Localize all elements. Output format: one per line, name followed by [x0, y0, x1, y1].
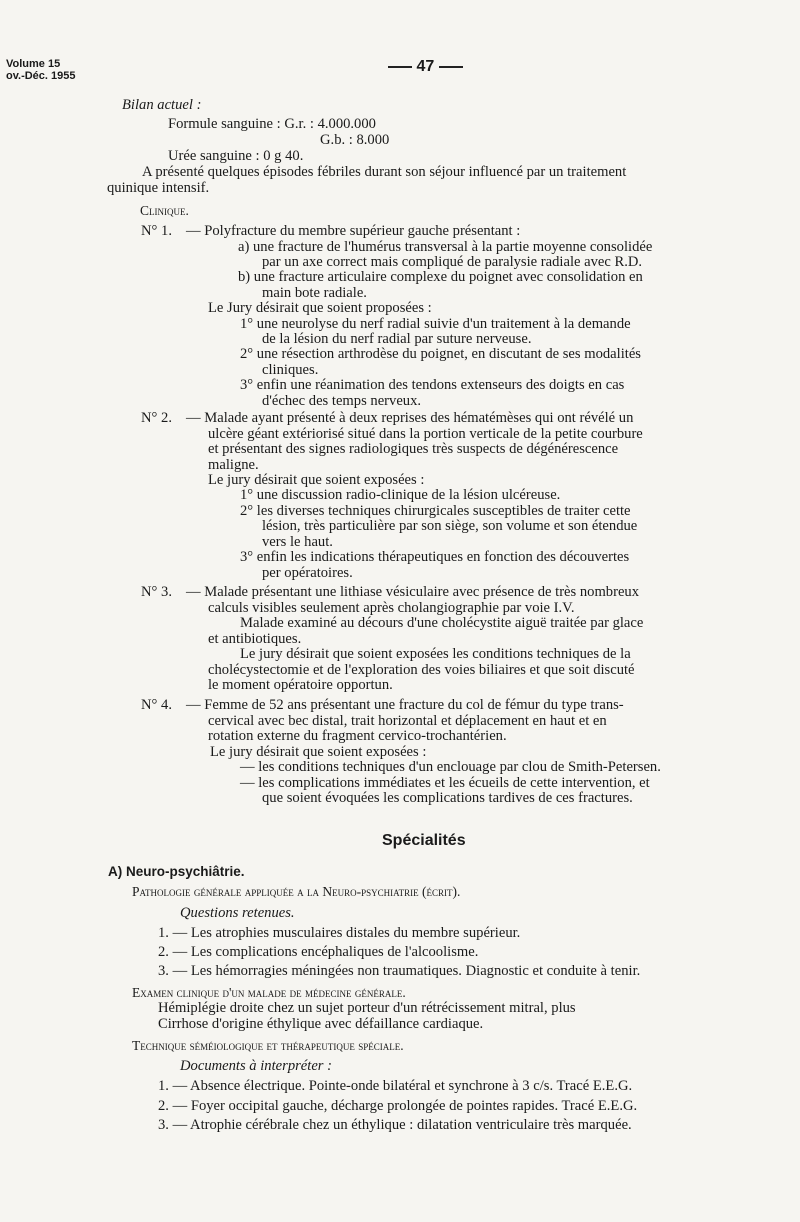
- examen-heading: Examen clinique d'un malade de médecine générale.: [132, 985, 406, 1000]
- case-1-line: cliniques.: [262, 362, 319, 378]
- bilan-formule-gb: G.b. : 8.000: [320, 132, 390, 148]
- case-1-line: par un axe correct mais compliqué de paralysie radiale avec R.D.: [262, 254, 643, 270]
- case-4-line: — les complications immédiates et les écueils de cette intervention, et: [240, 775, 650, 791]
- case-2-line: vers le haut.: [262, 534, 333, 550]
- case-4-line: que soient évoquées les complications tardives de ces fractures.: [262, 790, 633, 806]
- case-2-line: 3° enfin les indications thérapeutiques en fonction des découvertes: [240, 549, 630, 565]
- case-2-line: lésion, très particulière par son siège, son volume et son étendue: [262, 518, 638, 534]
- case-3-line: Malade examiné au décours d'une cholécystite aiguë traitée par glace: [240, 615, 644, 631]
- case-2-line: et présentant des signes radiologiques très suspects de dégénérescence: [208, 441, 619, 457]
- patho-sub: Questions retenues.: [180, 905, 295, 921]
- neuro-heading: A) Neuro-psychiâtrie.: [108, 864, 245, 879]
- technique-item: 2. — Foyer occipital gauche, décharge prolongée de pointes rapides. Tracé E.E.G.: [158, 1098, 638, 1114]
- case-2-line: maligne.: [208, 457, 259, 473]
- bilan-episodes-cont: quinique intensif.: [107, 180, 210, 196]
- page-number-value: 47: [416, 58, 435, 75]
- case-4-line: — les conditions techniques d'un enclouage par clou de Smith-Petersen.: [240, 759, 661, 775]
- case-1-number: N° 1.: [141, 223, 172, 239]
- case-3-line: et antibiotiques.: [208, 631, 302, 647]
- case-1-line: 3° enfin une réanimation des tendons extenseurs des doigts en cas: [240, 377, 625, 393]
- bilan-uree: Urée sanguine : 0 g 40.: [168, 148, 304, 164]
- dash-right: [439, 66, 463, 68]
- case-4-line: rotation externe du fragment cervico-trochantérien.: [208, 728, 507, 744]
- dash-left: [388, 66, 412, 68]
- page-number: [388, 58, 463, 76]
- patho-item: 3. — Les hémorragies méningées non traumatiques. Diagnostic et conduite à tenir.: [158, 963, 641, 979]
- case-4-number: N° 4.: [141, 697, 172, 713]
- examen-line-1: Hémiplégie droite chez un sujet porteur d'un rétrécissement mitral, plus: [158, 1000, 576, 1016]
- case-3-line: cholécystectomie et de l'exploration des voies biliaires et que soit discuté: [208, 662, 635, 678]
- case-1-line: 1° une neurolyse du nerf radial suivie d'un traitement à la demande: [240, 316, 631, 332]
- bilan-episodes: A présenté quelques épisodes fébriles durant son séjour influencé par un traitement: [142, 164, 627, 180]
- volume-label: Volume 15: [6, 58, 61, 70]
- bilan-title: Bilan actuel :: [122, 97, 202, 113]
- case-1-line: b) une fracture articulaire complexe du poignet avec consolidation en: [238, 269, 643, 285]
- case-2-line: — Malade ayant présenté à deux reprises des hématémèses qui ont révélé un: [186, 410, 634, 426]
- case-3-line: le moment opératoire opportun.: [208, 677, 393, 693]
- case-3-line: — Malade présentant une lithiase vésiculaire avec présence de très nombreux: [186, 584, 640, 600]
- case-1-line: d'échec des temps nerveux.: [262, 393, 422, 409]
- case-1-line: — Polyfracture du membre supérieur gauche présentant :: [186, 223, 521, 239]
- clinique-heading: Clinique.: [140, 203, 189, 218]
- technique-item: 3. — Atrophie cérébrale chez un éthylique : dilatation ventriculaire très marquée.: [158, 1117, 632, 1133]
- case-1-line: main bote radiale.: [262, 285, 367, 301]
- specialites-title: Spécialités: [382, 832, 466, 849]
- case-2-line: 2° les diverses techniques chirurgicales susceptibles de traiter cette: [240, 503, 631, 519]
- case-4-line: — Femme de 52 ans présentant une fracture du col de fémur du type trans-: [186, 697, 624, 713]
- technique-sub: Documents à interpréter :: [180, 1058, 332, 1074]
- case-2-line: per opératoires.: [262, 565, 353, 581]
- case-1-line: Le Jury désirait que soient proposées :: [208, 300, 432, 316]
- case-2-number: N° 2.: [141, 410, 172, 426]
- case-3-line: calculs visibles seulement après cholangiographie par voie I.V.: [208, 600, 575, 616]
- technique-item: 1. — Absence électrique. Pointe-onde bilatéral et synchrone à 3 c/s. Tracé E.E.G.: [158, 1078, 633, 1094]
- examen-line-2: Cirrhose d'origine éthylique avec défaillance cardiaque.: [158, 1016, 484, 1032]
- case-3-number: N° 3.: [141, 584, 172, 600]
- case-4-line: cervical avec bec distal, trait horizontal et déplacement en haut et en: [208, 713, 607, 729]
- patho-item: 2. — Les complications encéphaliques de l'alcoolisme.: [158, 944, 479, 960]
- case-3-line: Le jury désirait que soient exposées les conditions techniques de la: [240, 646, 631, 662]
- case-2-line: Le jury désirait que soient exposées :: [208, 472, 425, 488]
- case-2-line: 1° une discussion radio-clinique de la lésion ulcéreuse.: [240, 487, 561, 503]
- case-4-line: Le jury désirait que soient exposées :: [210, 744, 427, 760]
- case-1-line: 2° une résection arthrodèse du poignet, en discutant de ses modalités: [240, 346, 641, 362]
- case-1-line: a) une fracture de l'humérus transversal à la partie moyenne consolidée: [238, 239, 653, 255]
- bilan-formule-gr: Formule sanguine : G.r. : 4.000.000: [168, 116, 376, 132]
- patho-heading: Pathologie générale appliquée a la Neuro-psychiatrie (écrit).: [132, 884, 461, 899]
- technique-heading: Technique séméiologique et thérapeutique spéciale.: [132, 1038, 404, 1053]
- issue-date: ov.-Déc. 1955: [6, 70, 76, 82]
- case-1-line: de la lésion du nerf radial par suture nerveuse.: [262, 331, 532, 347]
- case-2-line: ulcère géant extériorisé situé dans la portion verticale de la petite courbure: [208, 426, 643, 442]
- patho-item: 1. — Les atrophies musculaires distales du membre supérieur.: [158, 925, 521, 941]
